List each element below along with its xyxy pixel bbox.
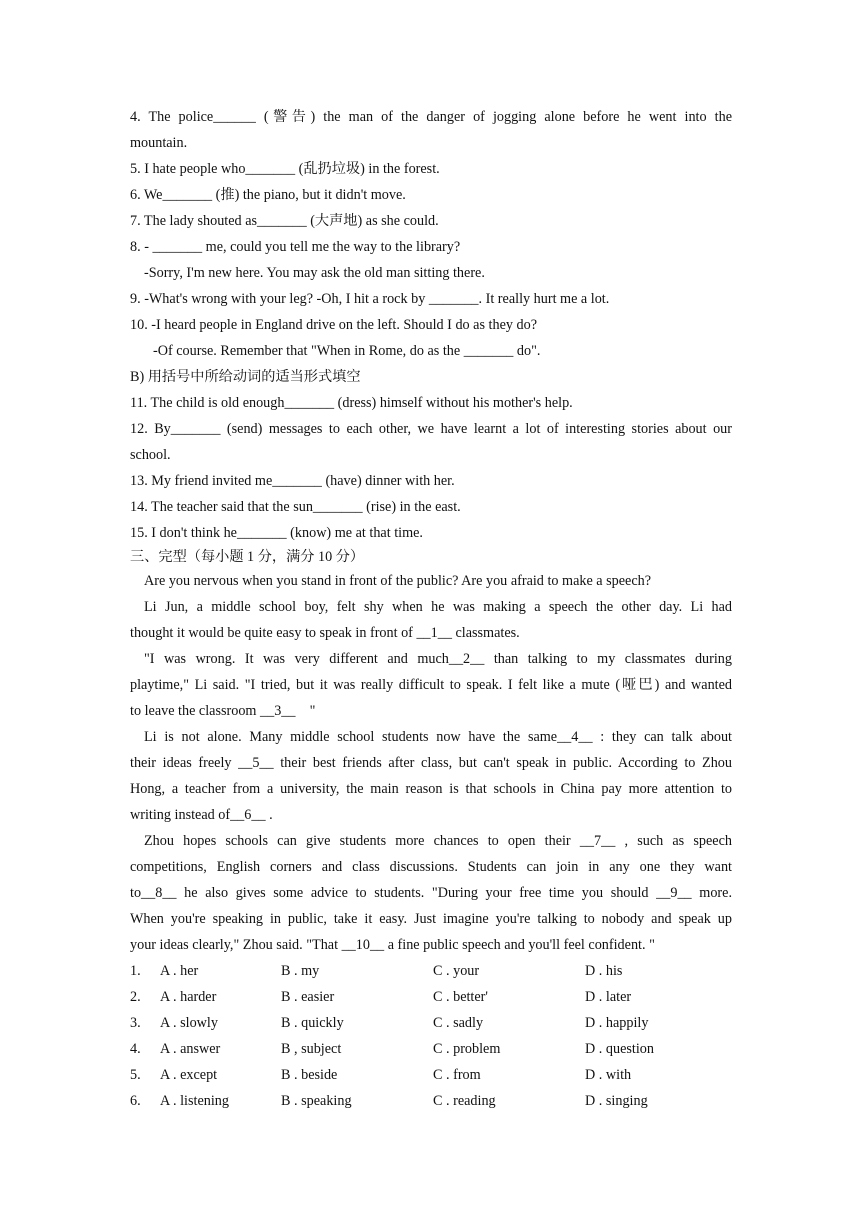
option-c: C . better' (433, 989, 488, 1005)
passage-line: competitions, English corners and class discussions. Students can join in any one they want (130, 859, 732, 875)
option-number: 2. (130, 989, 141, 1005)
passage-line: writing instead of__6__ . (130, 807, 273, 823)
option-number: 5. (130, 1067, 141, 1083)
cloze-passage (130, 568, 732, 958)
option-d: D . later (585, 989, 632, 1005)
option-number: 4. (130, 1041, 141, 1057)
question-15: 15. I don't think he_______ (know) me at that time. (130, 525, 423, 541)
question-4 (130, 104, 732, 156)
option-a: A . slowly (160, 1015, 218, 1031)
passage-line: to leave the classroom __3__ " (130, 703, 316, 719)
option-a: A . her (160, 963, 199, 979)
question-12 (130, 416, 732, 468)
option-row (130, 958, 732, 984)
question-5: 5. I hate people who_______ (乱扔垃圾) in the forest. (130, 161, 440, 177)
question-7: 7. The lady shouted as_______ (大声地) as she could. (130, 213, 439, 229)
option-row (130, 1010, 732, 1036)
question-text-cont: school. (130, 447, 171, 463)
question-8-reply: -Sorry, I'm new here. You may ask the old man sitting there. (144, 265, 485, 281)
option-d: D . with (585, 1067, 632, 1083)
passage-line: your ideas clearly," Zhou said. "That __10__ a fine public speech and you'll feel confident. " (130, 937, 655, 953)
option-number: 6. (130, 1093, 141, 1109)
section-b-title: B) 用括号中所给动词的适当形式填空 (130, 369, 361, 385)
question-8: 8. - _______ me, could you tell me the way to the library? (130, 239, 461, 255)
option-b: B . speaking (281, 1093, 352, 1109)
option-c: C . sadly (433, 1015, 484, 1031)
option-c: C . your (433, 963, 480, 979)
option-a: A . answer (160, 1041, 221, 1057)
option-row (130, 1088, 732, 1114)
option-b: B , subject (281, 1041, 342, 1057)
option-b: B . beside (281, 1067, 338, 1083)
question-6: 6. We_______ (推) the piano, but it didn't move. (130, 187, 406, 203)
question-11: 11. The child is old enough_______ (dress) himself without his mother's help. (130, 395, 573, 411)
option-b: B . easier (281, 989, 335, 1005)
section-3-title: 三、完型（每小题 1 分，满分 10 分） (130, 549, 365, 565)
passage-line: playtime," Li said. "I tried, but it was really difficult to speak. I felt like a mute (哑巴) and wanted (130, 677, 732, 693)
question-10-reply: -Of course. Remember that "When in Rome, do as the _______ do". (153, 343, 541, 359)
passage-line: to__8__ he also gives some advice to students. "During your free time you should __9__ more. (130, 885, 732, 901)
option-b: B . my (281, 963, 320, 979)
option-b: B . quickly (281, 1015, 344, 1031)
option-a: A . except (160, 1067, 218, 1083)
option-row (130, 984, 732, 1010)
option-number: 1. (130, 963, 141, 979)
passage-paragraph-1: Are you nervous when you stand in front of the public? Are you afraid to make a speech? (144, 573, 652, 589)
passage-line: Zhou hopes schools can give students more chances to open their __7__ , such as speech (144, 833, 732, 849)
option-number: 3. (130, 1015, 141, 1031)
question-14: 14. The teacher said that the sun_______ (rise) in the east. (130, 499, 461, 515)
passage-line: Hong, a teacher from a university, the main reason is that schools in China pay more attention to (130, 781, 732, 797)
option-c: C . reading (433, 1093, 496, 1109)
question-13: 13. My friend invited me_______ (have) dinner with her. (130, 473, 455, 489)
question-text: 12. By_______ (send) messages to each other, we have learnt a lot of interesting stories about our (130, 421, 732, 437)
options-table (130, 958, 732, 1114)
option-row (130, 1062, 732, 1088)
passage-line: thought it would be quite easy to speak in front of __1__ classmates. (130, 625, 520, 641)
option-c: C . from (433, 1067, 481, 1083)
option-row (130, 1036, 732, 1062)
question-text: 4. The police______ (警告) the man of the danger of jogging alone before he went into the (130, 109, 732, 125)
passage-line: Li Jun, a middle school boy, felt shy when he was making a speech the other day. Li had (144, 599, 732, 615)
passage-line: Li is not alone. Many middle school students now have the same__4__ : they can talk about (144, 729, 732, 745)
option-d: D . question (585, 1041, 654, 1057)
option-d: D . happily (585, 1015, 649, 1031)
question-9: 9. -What's wrong with your leg? -Oh, I hit a rock by _______. It really hurt me a lot. (130, 291, 610, 307)
question-text-cont: mountain. (130, 135, 188, 151)
passage-line: When you're speaking in public, take it easy. Just imagine you're talking to nobody and speak up (130, 911, 732, 927)
option-d: D . singing (585, 1093, 648, 1109)
passage-line: "I was wrong. It was very different and much__2__ than talking to my classmates during (144, 651, 732, 667)
worksheet-page (130, 104, 732, 1114)
passage-line: their ideas freely __5__ their best friends after class, but can't speak in public. According to Zhou (130, 755, 732, 771)
option-a: A . harder (160, 989, 217, 1005)
option-c: C . problem (433, 1041, 501, 1057)
option-a: A . listening (160, 1093, 229, 1109)
question-10: 10. -I heard people in England drive on the left. Should I do as they do? (130, 317, 537, 333)
option-d: D . his (585, 963, 623, 979)
